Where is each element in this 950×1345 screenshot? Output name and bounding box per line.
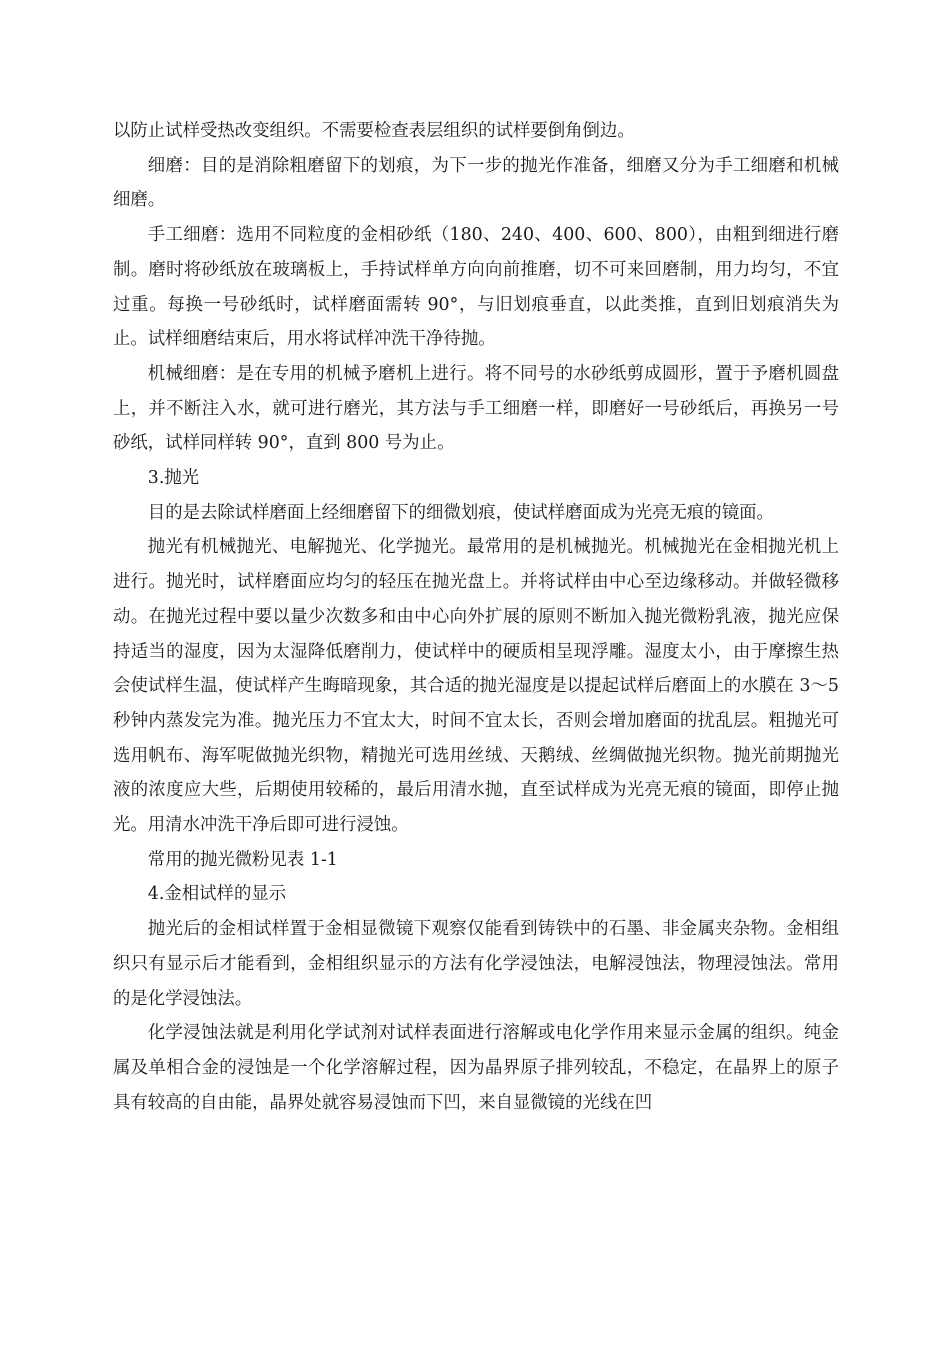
paragraph-polishing-methods: 抛光有机械抛光、电解抛光、化学抛光。最常用的是机械抛光。机械抛光在金相抛光机上进行。抛光时，试样磨面应均匀的轻压在抛光盘上。并将试样由中心至边缘移动。并做轻微移动。在抛光过程中要以量少次数多和由中心向外扩展的原则不断加入抛光微粉乳液，抛光应保持适当的湿度，因为太湿降低磨削力，使试样中的硬质相呈现浮雕。湿度太小，由于摩擦生热会使试样生温，使试样产生晦暗现象，其合适的抛光湿度是以提起试样后磨面上的水膜在 3～5 秒钟内蒸发完为准。抛光压力不宜太大，时间不宜太长，否则会增加磨面的扰乱层。粗抛光可选用帆布、海军呢做抛光织物，精抛光可选用丝绒、天鹅绒、丝绸做抛光织物。抛光前期抛光液的浓度应大些，后期使用较稀的，最后用清水抛，直至试样成为光亮无痕的镜面，即停止抛光。用清水冲洗干净后即可进行浸蚀。 <box>113 537 839 836</box>
section-heading-polishing: 3.抛光 <box>147 468 200 489</box>
paragraph-table-reference: 常用的抛光微粉见表 1-1 <box>147 849 338 870</box>
paragraph-etching-intro: 抛光后的金相试样置于金相显微镜下观察仅能看到铸铁中的石墨、非金属夹杂物。金相组织只有显示后才能看到，金相组织显示的方法有化学浸蚀法，电解浸蚀法，物理浸蚀法。常用的是化学浸蚀法。 <box>113 919 839 1009</box>
body-text <box>113 114 839 1120</box>
paragraph-polishing-purpose: 目的是去除试样磨面上经细磨留下的细微划痕，使试样磨面成为光亮无痕的镜面。 <box>147 502 774 523</box>
section-heading-etching: 4.金相试样的显示 <box>147 884 287 905</box>
paragraph-manual-grinding: 手工细磨：选用不同粒度的金相砂纸（180、240、400、600、800），由粗到细进行磨制。磨时将砂纸放在玻璃板上，手持试样单方向向前推磨，切不可来回磨制，用力均匀，不宜过重。每换一号砂纸时，试样磨面需转 90°，与旧划痕垂直，以此类推，直到旧划痕消失为止。试样细磨结束后，用水将试样冲洗干净待抛。 <box>113 225 839 350</box>
paragraph-chemical-etching: 化学浸蚀法就是利用化学试剂对试样表面进行溶解或电化学作用来显示金属的组织。纯金属及单相合金的浸蚀是一个化学溶解过程，因为晶界原子排列较乱，不稳定，在晶界上的原子具有较高的自由能，晶界处就容易浸蚀而下凹，来自显微镜的光线在凹 <box>113 1023 839 1113</box>
paragraph-continuation: 以防止试样受热改变组织。不需要检查表层组织的试样要倒角倒边。 <box>113 121 635 141</box>
paragraph-fine-grinding: 细磨：目的是消除粗磨留下的划痕，为下一步的抛光作准备，细磨又分为手工细磨和机械细磨。 <box>113 155 839 211</box>
paragraph-machine-grinding: 机械细磨：是在专用的机械予磨机上进行。将不同号的水砂纸剪成圆形，置于予磨机圆盘上，并不断注入水，就可进行磨光，其方法与手工细磨一样，即磨好一号砂纸后，再换另一号砂纸，试样同样转 90°，直到 800 号为止。 <box>113 363 839 454</box>
